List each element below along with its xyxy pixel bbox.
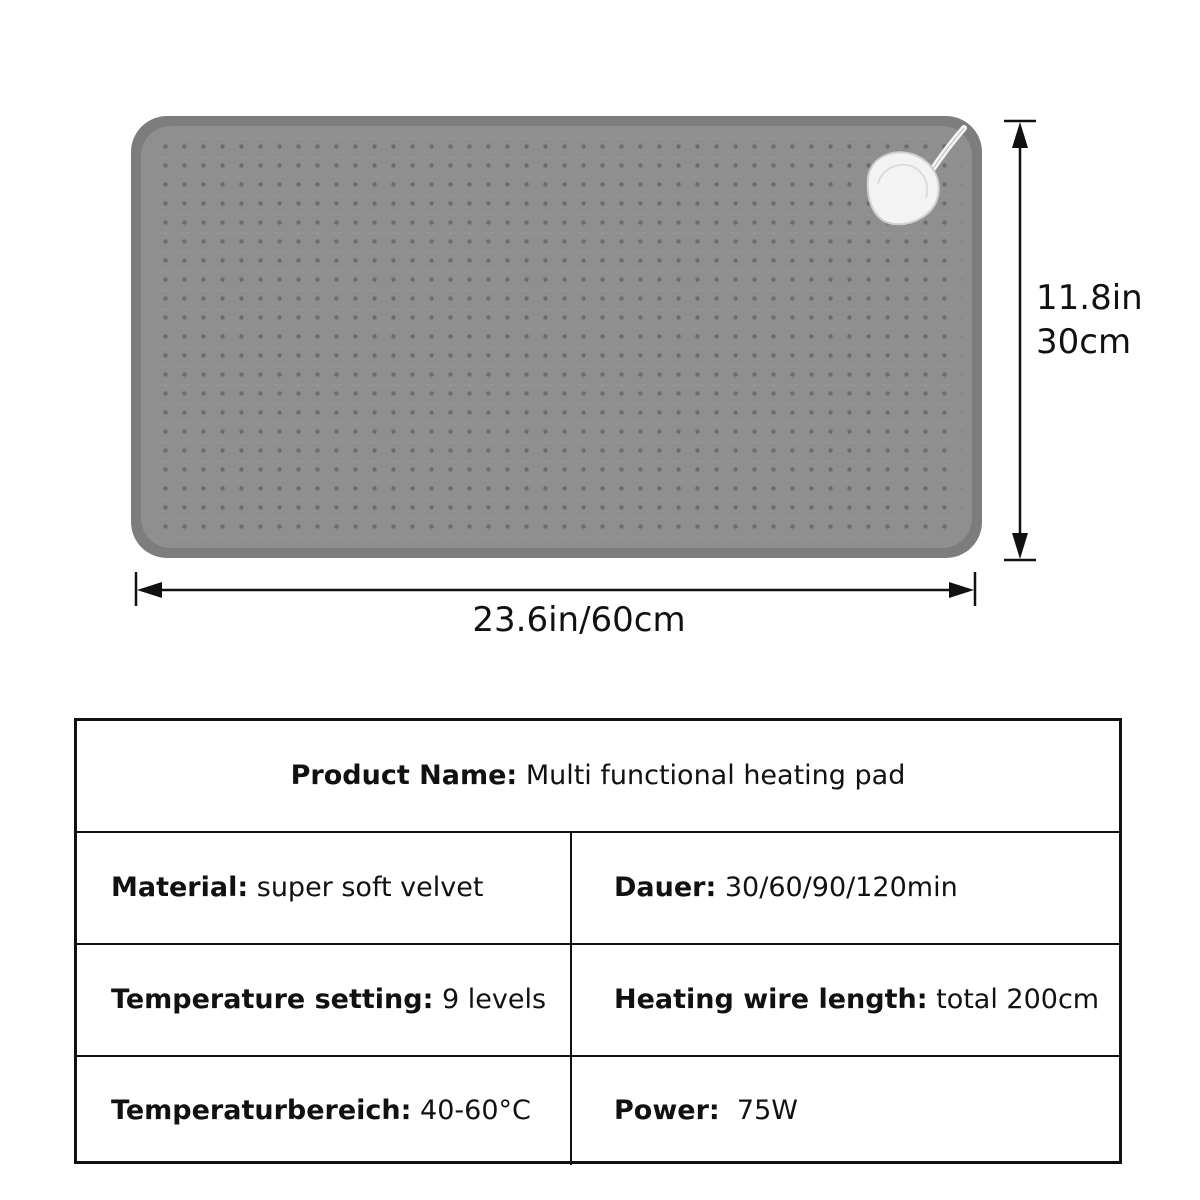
heating-pad-quilting [151,136,962,538]
spec-label: Temperaturbereich: [111,1094,412,1126]
spec-label: Temperature setting: [111,983,434,1015]
spec-label: Material: [111,871,249,903]
spec-value: 40-60°C [420,1094,531,1126]
spec-table [74,718,1122,1164]
spec-value: super soft velvet [256,871,484,903]
spec-label: Dauer: [614,871,717,903]
spec-label: Product Name: [290,759,518,791]
spec-row-product [77,721,1119,833]
height-in-text: 11.8in [1036,278,1143,318]
width-dimension-label: 23.6in/60cm [472,600,686,640]
spec-cell-power [572,1057,1119,1165]
spec-cell-temperature-setting [77,945,572,1055]
spec-cell-heating-wire [572,945,1119,1055]
spec-row [77,1057,1119,1165]
spec-value: 30/60/90/120min [724,871,958,903]
spec-row [77,833,1119,945]
spec-cell-product-name [77,721,1119,831]
spec-cell-material [77,833,572,943]
spec-label: Heating wire length: [614,983,928,1015]
spec-value: Multi functional heating pad [525,759,906,791]
spec-value: 75W [736,1094,798,1126]
spec-value: total 200cm [936,983,1100,1015]
spec-value: 9 levels [442,983,547,1015]
heating-pad-image [131,116,982,558]
spec-label: Power: [614,1094,720,1126]
height-dimension-label [1036,276,1143,364]
spec-cell-temperature-range [77,1057,572,1165]
spec-cell-dauer [572,833,1119,943]
controller-knob [868,152,939,224]
height-cm-text: 30cm [1036,322,1132,362]
height-dimension [1004,121,1036,560]
spec-row [77,945,1119,1057]
